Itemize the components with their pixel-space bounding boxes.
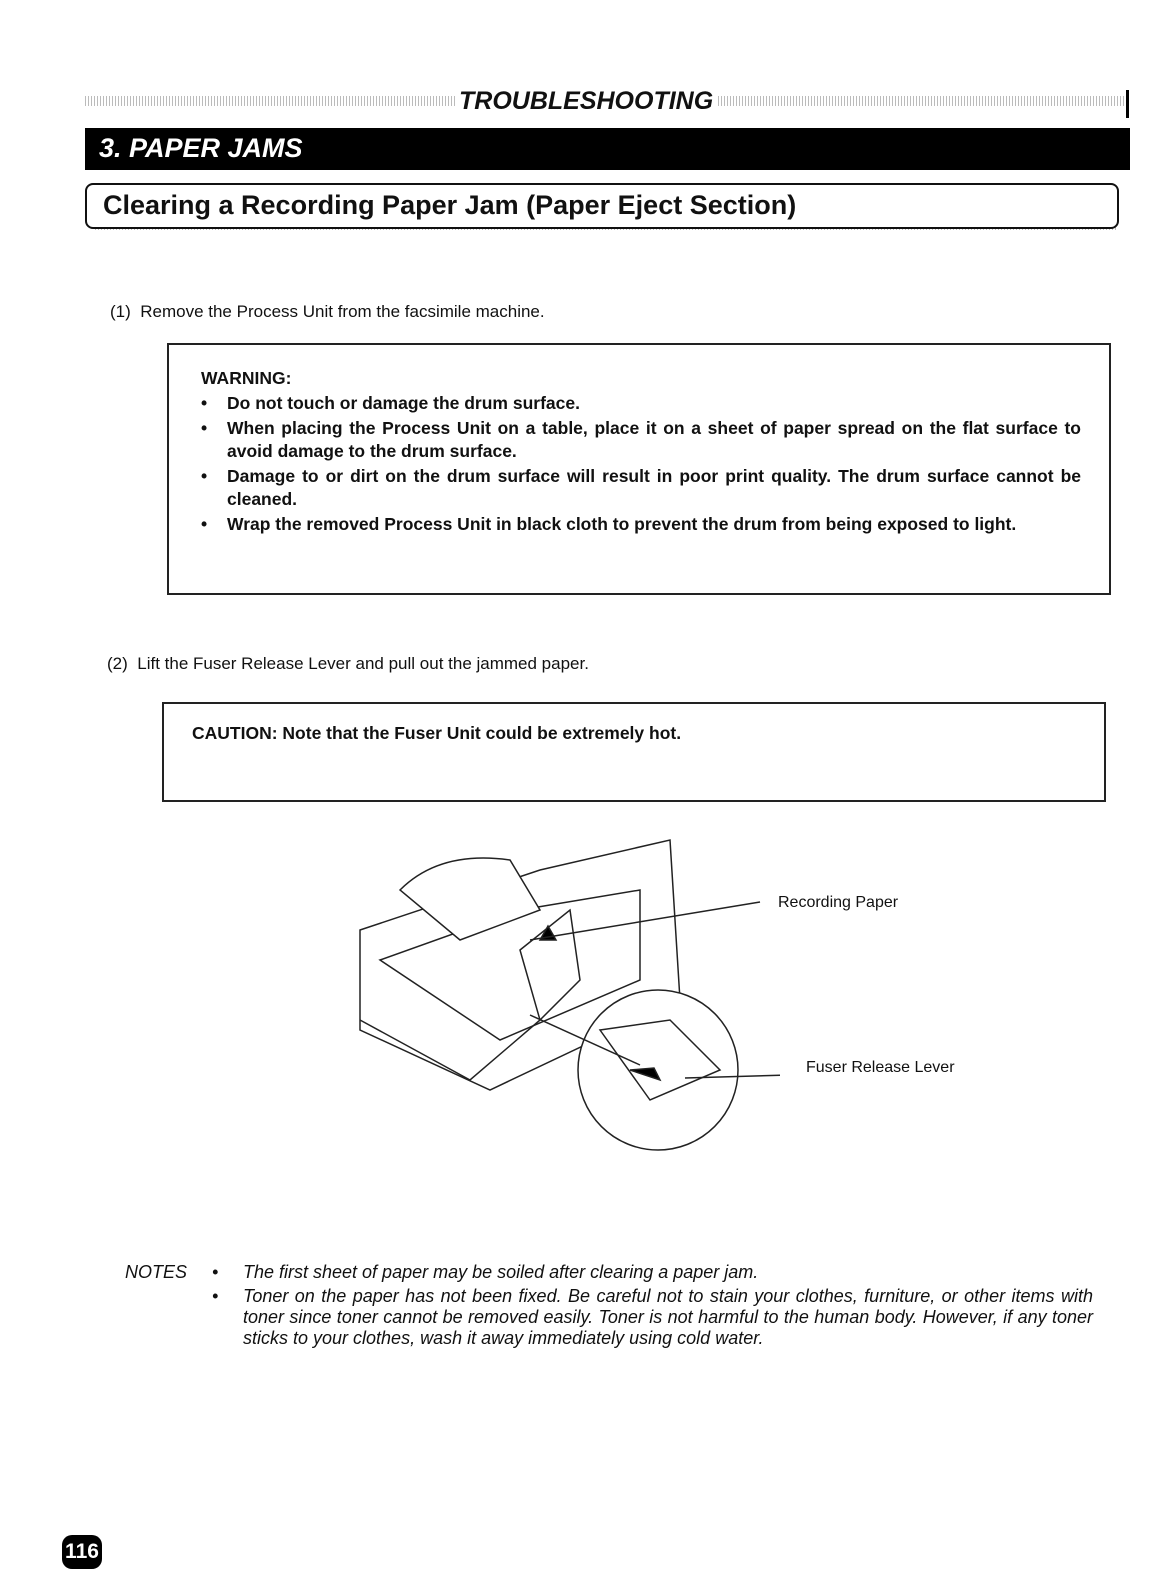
edge-mark <box>1126 90 1129 118</box>
section-title: Clearing a Recording Paper Jam (Paper Eject Section) <box>103 190 797 220</box>
warning-box <box>167 343 1111 595</box>
caution-title: CAUTION: <box>192 723 278 743</box>
running-header: TROUBLESHOOTING <box>455 87 717 116</box>
caution-box <box>162 702 1106 802</box>
warning-item: • Damage to or dirt on the drum surface will result in poor print quality. The drum surface cannot be cleaned. <box>201 465 1081 511</box>
step-text: Remove the Process Unit from the facsimile machine. <box>140 302 545 321</box>
chapter-bar <box>85 128 1130 170</box>
section-heading-box <box>85 183 1119 229</box>
fax-illustration <box>340 830 780 1180</box>
step-number: (2) <box>107 654 128 673</box>
label-fuser-release-lever: Fuser Release Lever <box>806 1059 955 1076</box>
note-item: The first sheet of paper may be soiled after clearing a paper jam. <box>243 1262 759 1282</box>
step-1 <box>110 302 545 322</box>
caution-text: Note that the Fuser Unit could be extremely hot. <box>282 723 682 743</box>
label-recording-paper: Recording Paper <box>778 894 899 911</box>
note-item: Toner on the paper has not been fixed. Be careful not to stain your clothes, furniture, or other items with toner since toner cannot be removed easily. Toner is not harmful to the human body. However, if any toner sticks to your clothes, wash it away immediately using cold water. <box>243 1286 1093 1348</box>
chapter-title: 3. PAPER JAMS <box>99 133 303 163</box>
step-2 <box>107 654 589 674</box>
warning-title: WARNING: <box>201 368 292 388</box>
warning-item: • When placing the Process Unit on a table, place it on a sheet of paper spread on the flat surface to avoid damage to the drum surface. <box>201 417 1081 463</box>
warning-item: • Wrap the removed Process Unit in black cloth to prevent the drum from being exposed to light. <box>201 513 1081 536</box>
step-number: (1) <box>110 302 131 321</box>
warning-item: • Do not touch or damage the drum surface. <box>201 392 1081 415</box>
step-text: Lift the Fuser Release Lever and pull out the jammed paper. <box>137 654 589 673</box>
page-number: 116 <box>62 1535 102 1569</box>
notes-label: NOTES <box>125 1262 188 1282</box>
